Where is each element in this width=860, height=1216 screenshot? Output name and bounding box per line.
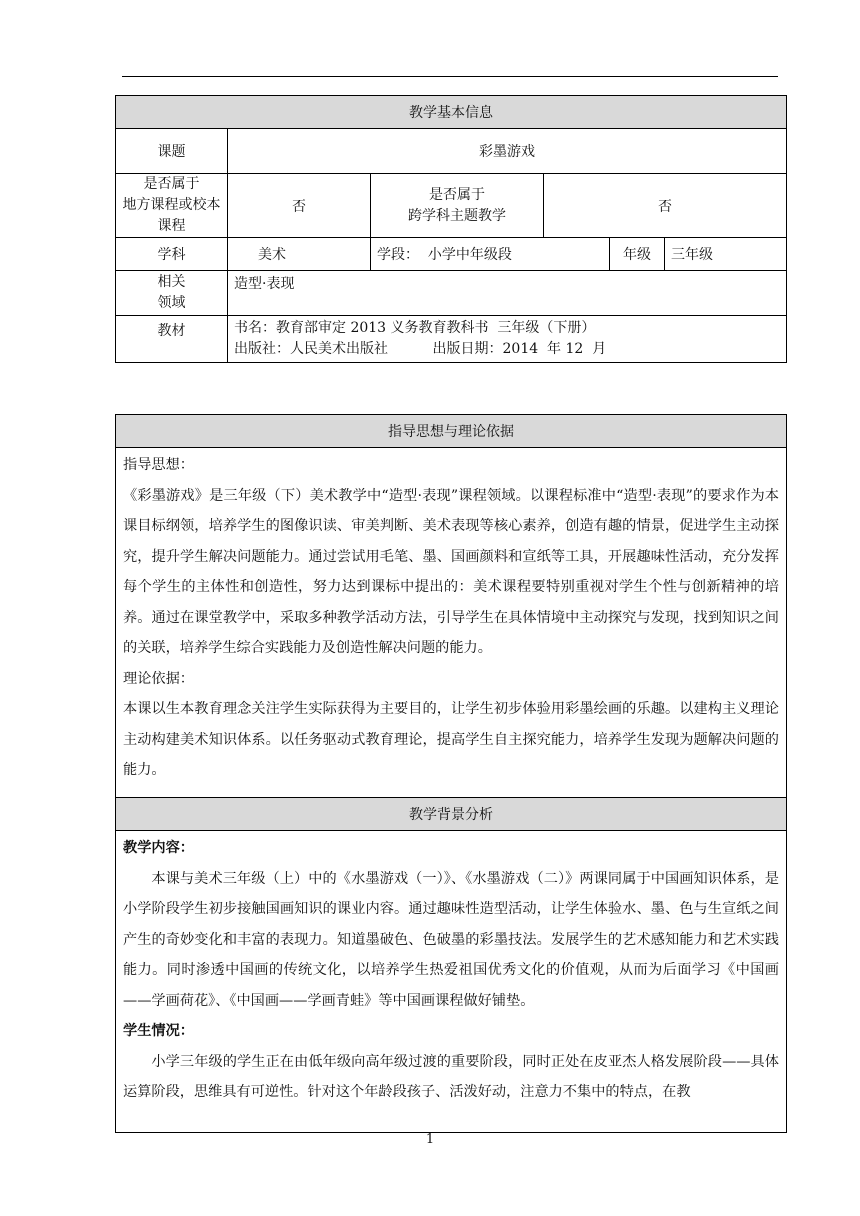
cross-label-line1: 是否属于 (429, 186, 485, 203)
content-text: 本课与美术三年级（上）中的《水墨游戏（一）》、《水墨游戏（二）》两课同属于中国画知识体系，是小学阶段学生初步接触国画知识的课业内容。通过趣味性造型活动，让学生体验水、墨、色与生宣纸之间产生的奇妙变化和丰富的表现力。知道墨破色、色破墨的彩墨技法。发展学生的艺术感知能力和艺术实践能力。同时渗透中国画的传统文化，以培养学生热爱祖国优秀文化的价值观，从而为后面学习《中国画——学画荷花》、《中国画——学画青蛙》等中国画课程做好铺垫。 (123, 870, 779, 1009)
student-title: 学生情况： (123, 1023, 194, 1039)
local-course-label-line1: 是否属于 (143, 176, 200, 192)
background-header: 教学背景分析 (116, 798, 787, 831)
local-course-label (116, 174, 228, 238)
cross-label-line2: 跨学科主题教学 (408, 207, 506, 224)
field-label (116, 271, 228, 316)
cross-label (371, 174, 544, 238)
theory-title: 理论依据： (123, 670, 194, 687)
grade-label: 年级 (610, 238, 665, 271)
topic-label: 课题 (116, 129, 228, 174)
content-title: 教学内容： (123, 840, 194, 856)
stage-value: 小学中年级段 (427, 247, 512, 263)
student-text: 小学三年级的学生正在由低年级向高年级过渡的重要阶段，同时正处在皮亚杰人格发展阶段——具体运算阶段，思维具有可逆性。针对这个年龄段孩子、活泼好动，注意力不集中的特点，在教 (123, 1053, 779, 1100)
header-rule (122, 76, 778, 77)
guiding-header: 指导思想与理论依据 (116, 415, 787, 448)
basic-info-header: 教学基本信息 (116, 96, 787, 129)
subject-label: 学科 (116, 238, 228, 271)
field-value: 造型·表现 (228, 271, 787, 316)
subject-value: 美术 (228, 238, 371, 271)
textbook-label: 教材 (116, 316, 228, 363)
basic-info-table (115, 95, 787, 363)
guiding-table (115, 414, 787, 1133)
stage-cell (371, 238, 610, 271)
thought-text: 《彩墨游戏》是三年级（下）美术教学中“造型·表现”课程领域。以课程标准中“造型·表现”的要求作为本课目标纲领，培养学生的图像识读、审美判断、美术表现等核心素养，创造有趣的情景，促进学生主动探究，提升学生解决问题能力。通过尝试用毛笔、墨、国画颜料和宣纸等工具，开展趣味性活动，充分发挥每个学生的主体性和创造性，努力达到课标中提出的：美术课程要特别重视对学生个性与创新精神的培养。通过在课堂教学中，采取多种教学活动方法，引导学生在具体情境中主动探究与发现，找到知识之间的关联，培养学生综合实践能力及创造性解决问题的能力。 (123, 487, 779, 656)
stage-label: 学段： (377, 247, 419, 263)
local-course-value: 否 (228, 174, 371, 238)
field-label-line1: 相关 (157, 274, 186, 290)
textbook-publisher: 出版社：人民美术出版社 出版日期：2014 年 12 月 (234, 341, 607, 357)
textbook-value (228, 316, 787, 363)
cross-value: 否 (544, 174, 787, 238)
background-body (116, 831, 787, 1133)
field-label-line2: 领域 (157, 295, 186, 311)
topic-value: 彩墨游戏 (228, 129, 787, 174)
local-course-label-line2: 地方课程或校本课程 (122, 197, 221, 234)
grade-value: 三年级 (665, 238, 787, 271)
thought-title: 指导思想： (123, 457, 194, 473)
guiding-body (116, 448, 787, 798)
textbook-name: 书名：教育部审定 2013 义务教育教科书 三年级（下册） (234, 320, 596, 336)
page-number: 1 (425, 1132, 435, 1147)
theory-text: 本课以生本教育理念关注学生实际获得为主要目的，让学生初步体验用彩墨绘画的乐趣。以建构主义理论主动构建美术知识体系。以任务驱动式教育理论，提高学生自主探究能力，培养学生发现为题解决问题的能力。 (123, 701, 779, 778)
